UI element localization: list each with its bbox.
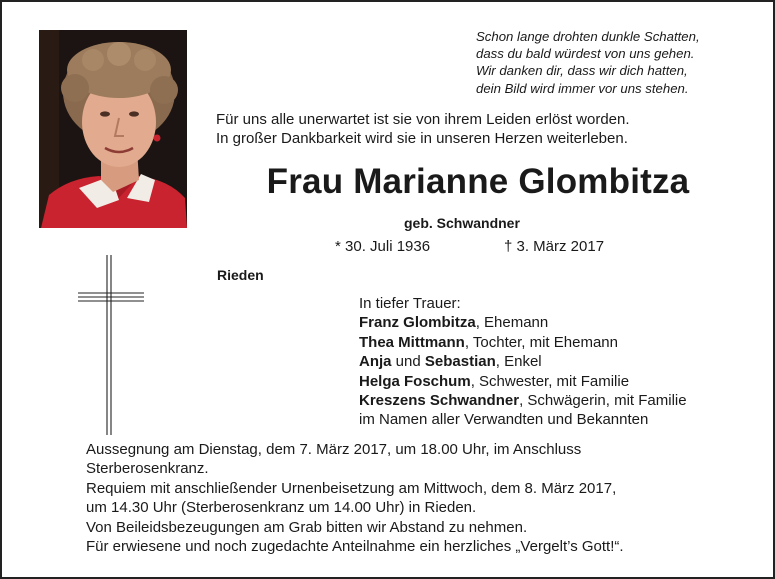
mourner-relation: , Ehemann xyxy=(475,314,549,332)
mourner-relation: im Namen aller Verwandten und Bekannten xyxy=(359,411,649,429)
cross-icon xyxy=(78,255,144,435)
mourner-entry xyxy=(359,313,687,332)
poem xyxy=(476,28,766,97)
birth-date: * 30. Juli 1936 xyxy=(335,238,431,255)
mourner-entry xyxy=(359,391,687,410)
mourner-entry xyxy=(359,410,687,429)
poem-line: Schon lange drohten dunkle Schatten, xyxy=(476,29,700,44)
death-date: † 3. März 2017 xyxy=(504,238,605,255)
mourner-relation: , Enkel xyxy=(495,353,542,371)
portrait-photo xyxy=(39,30,187,228)
mourner-relation: und xyxy=(391,353,425,371)
poem-line: Wir danken dir, dass wir dich hatten, xyxy=(476,63,688,79)
mourner-relation: , Schwägerin, mit Familie xyxy=(519,392,687,410)
poem-line: dein Bild wird immer vor uns stehen. xyxy=(476,80,689,96)
mourner-name: Helga Foschum xyxy=(359,372,471,390)
service-line: Sterberosenkranz. xyxy=(86,460,209,478)
poem-line: dass du bald würdest von uns gehen. xyxy=(476,46,695,62)
mourner-entry xyxy=(359,352,687,371)
mourners-list xyxy=(359,294,687,430)
mourner-relation: , Tochter, mit Ehemann xyxy=(464,333,618,351)
mourners-heading: In tiefer Trauer: xyxy=(359,295,461,312)
service-line: um 14.30 Uhr (Sterberosenkranz um 14.00 Uhr) in Rieden. xyxy=(86,499,477,517)
deceased-name: Frau Marianne Glombitza xyxy=(266,162,690,201)
portrait-image xyxy=(39,30,187,228)
mourner-entry xyxy=(359,372,687,391)
maiden-name: geb. Schwandner xyxy=(404,215,520,231)
mourner-name: Anja xyxy=(359,353,392,371)
intro-text xyxy=(216,110,630,148)
service-line: Aussegnung am Dienstag, dem 7. März 2017, um 18.00 Uhr, im Anschluss xyxy=(86,441,582,458)
service-line: Für erwiesene und noch zugedachte Anteilnahme ein herzliches „Vergelt’s Gott!“. xyxy=(86,538,624,556)
mourner-name: Kreszens Schwandner xyxy=(359,392,520,410)
mourner-name: Sebastian xyxy=(424,353,496,371)
intro-line: Für uns alle unerwartet ist sie von ihrem Leiden erlöst worden. xyxy=(216,111,630,128)
service-line: Requiem mit anschließender Urnenbeisetzung am Mittwoch, dem 8. März 2017, xyxy=(86,479,617,497)
place-name: Rieden xyxy=(217,267,264,283)
mourner-entries xyxy=(359,313,687,429)
mourner-name: Franz Glombitza xyxy=(359,314,476,332)
service-details xyxy=(86,440,624,556)
intro-line: In großer Dankbarkeit wird sie in unseren Herzen weiterleben. xyxy=(216,130,628,147)
mourner-name: Thea Mittmann xyxy=(359,333,465,351)
mourner-relation: , Schwester, mit Familie xyxy=(470,372,630,390)
mourner-entry xyxy=(359,333,687,352)
service-line: Von Beileidsbezeugungen am Grab bitten wir Abstand zu nehmen. xyxy=(86,518,528,536)
